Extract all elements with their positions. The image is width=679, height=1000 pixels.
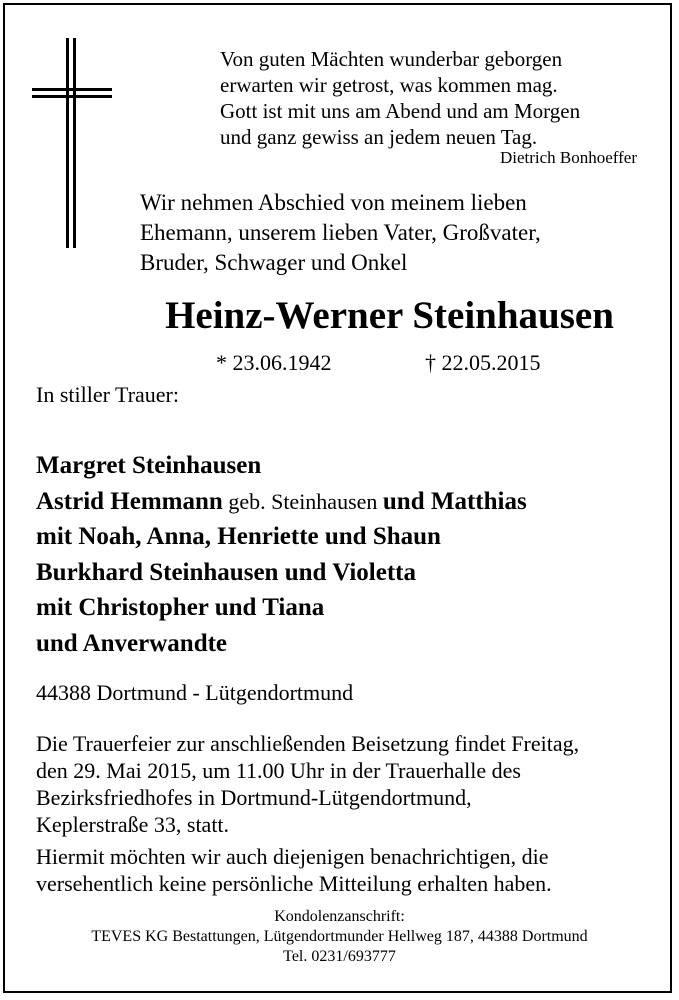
family-line: mit Christopher und Tiana bbox=[36, 594, 325, 622]
poem-line: Von guten Mächten wunderbar geborgen bbox=[220, 47, 563, 71]
condolence-address bbox=[0, 907, 679, 967]
ceremony-paragraph bbox=[36, 730, 579, 838]
notice-line: Hiermit möchten wir auch diejenigen benachrichtigen, die bbox=[36, 844, 549, 869]
intro-line: Bruder, Schwager und Onkel bbox=[140, 250, 408, 275]
notice-paragraph bbox=[36, 843, 552, 897]
intro-line: Ehemann, unserem lieben Vater, Großvater, bbox=[140, 220, 541, 245]
notice-line: versehentlich keine persönliche Mitteilung erhalten haben. bbox=[36, 871, 552, 896]
poem bbox=[220, 46, 580, 150]
poem-line: und ganz gewiss an jedem neuen Tag. bbox=[220, 125, 538, 149]
location: 44388 Dortmund - Lütgendortmund bbox=[36, 680, 354, 705]
family-line: Burkhard Steinhausen und Violetta bbox=[36, 558, 416, 586]
family-list bbox=[36, 448, 527, 662]
ceremony-line: Keplerstraße 33, statt. bbox=[36, 812, 230, 837]
condolence-heading: Kondolenzanschrift: bbox=[274, 908, 405, 925]
poem-author: Dietrich Bonhoeffer bbox=[499, 148, 637, 167]
condolence-phone: Tel. 0231/693777 bbox=[283, 948, 396, 965]
death-date: † 22.05.2015 bbox=[425, 350, 541, 375]
poem-line: Gott ist mit uns am Abend und am Morgen bbox=[220, 99, 581, 123]
ceremony-line: den 29. Mai 2015, um 11.00 Uhr in der Trauerhalle des bbox=[36, 758, 521, 783]
ceremony-line: Bezirksfriedhofes in Dortmund-Lütgendortmund, bbox=[36, 785, 472, 810]
family-line: mit Noah, Anna, Henriette und Shaun bbox=[36, 523, 441, 551]
cross-icon bbox=[32, 38, 112, 248]
mourning-heading: In stiller Trauer: bbox=[36, 382, 179, 407]
family-line: Margret Steinhausen bbox=[36, 452, 262, 479]
family-line bbox=[36, 484, 527, 520]
family-line: und Anverwandte bbox=[36, 629, 228, 657]
farewell-intro bbox=[140, 188, 541, 278]
deceased-name: Heinz-Werner Steinhausen bbox=[165, 294, 614, 337]
ceremony-line: Die Trauerfeier zur anschließenden Beisetzung findet Freitag, bbox=[36, 731, 580, 756]
maiden-name: geb. Steinhausen bbox=[222, 488, 383, 514]
family-name: Astrid Hemmann bbox=[36, 487, 223, 515]
intro-line: Wir nehmen Abschied von meinem lieben bbox=[140, 190, 527, 215]
family-name: und Matthias bbox=[382, 487, 527, 515]
poem-line: erwarten wir getrost, was kommen mag. bbox=[220, 73, 558, 97]
condolence-address-line: TEVES KG Bestattungen, Lütgendortmunder Hellweg 187, 44388 Dortmund bbox=[91, 928, 588, 945]
birth-date: * 23.06.1942 bbox=[216, 350, 332, 375]
